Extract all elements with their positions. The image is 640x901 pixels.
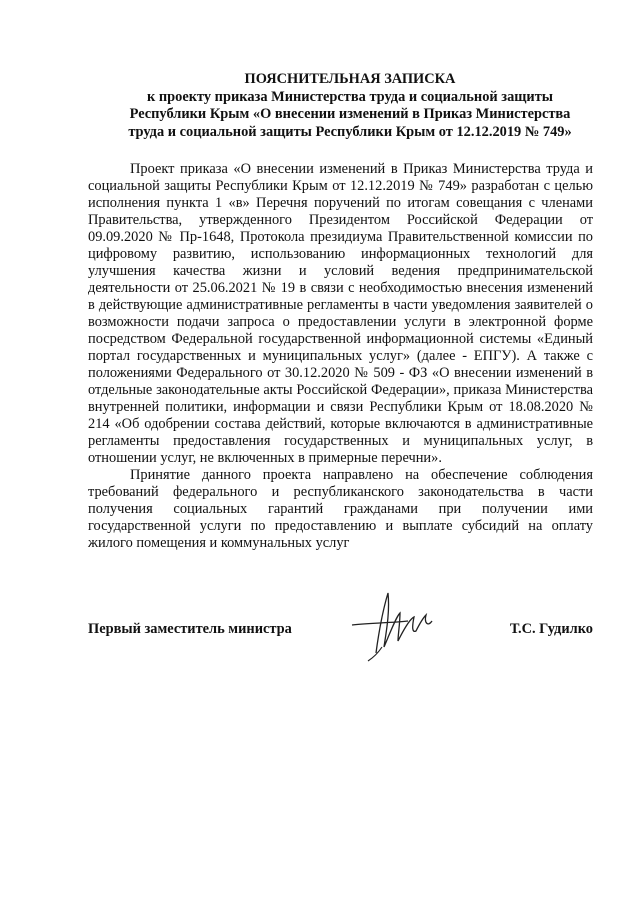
document-heading: ПОЯСНИТЕЛЬНАЯ ЗАПИСКА (244, 71, 456, 87)
body-paragraph-1: Проект приказа «О внесении изменений в Приказ Министерства труда и социальной защиты Республики Крым от 12.12.2019 № 749» разработан с целью исполнения пункта 1 «в» Перечня поручений по итогам совещания с членами Правительства, утвержденного Президентом Российской Федерации от 09.09.2020 № Пр-1648, Протокола президиума Правительственной комиссии по цифровому развитию, использованию информационных технологий для улучшения качества жизни и условий ведения предпринимательской деятельности от 25.06.2021 № 19 в связи с необходимостью внесения изменений в действующие административные регламенты в части уведомления заявителей о возможности подачи запроса о предоставлении услуги в электронной форме посредством Федеральной государственной информационной системы «Единый портал государственных и муниципальных услуг» (далее - ЕПГУ). А также с положениями Федерального от 30.12.2020 № 509 - ФЗ «О внесении изменений в отдельные законодательные акты Российской Федерации», приказа Министерства внутренней политики, информации и связи Республики Крым от 18.08.2020 № 214 «Об одобрении состава действий, которые включаются в административные регламенты предоставления государственных и муниципальных услуг, в отношении услуг, не включенных в примерные перечни». (88, 161, 593, 466)
document-title (60, 71, 600, 141)
body-paragraph-2: Принятие данного проекта направлено на обеспечение соблюдения требований федерального и республиканского законодательства в части получения социальных гарантий гражданами при получении ими государственной услуги по предоставлению и выплате субсидий на оплату жилого помещения и коммунальных услуг (88, 467, 593, 551)
signer-name: Т.С. Гудилко (509, 621, 593, 637)
subtitle-line-2: Республики Крым «О внесении изменений в Приказ Министерства (129, 106, 571, 122)
handwritten-signature (338, 583, 448, 663)
signer-position: Первый заместитель министра (88, 621, 292, 637)
document-body (88, 161, 593, 552)
subtitle-line-1: к проекту приказа Министерства труда и социальной защиты (146, 88, 554, 105)
subtitle-line-3: труда и социальной защиты Республики Крым от 12.12.2019 № 749» (128, 123, 572, 140)
